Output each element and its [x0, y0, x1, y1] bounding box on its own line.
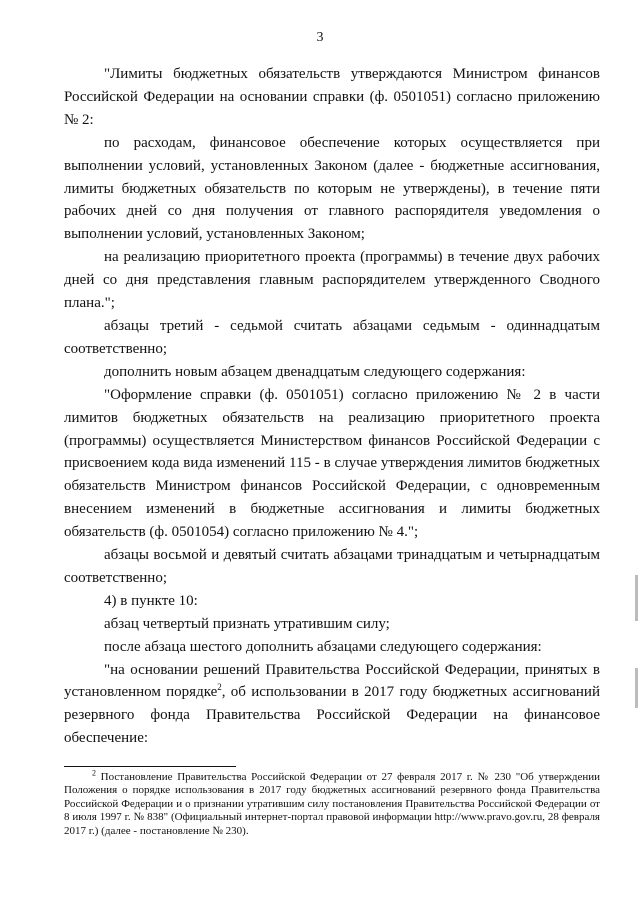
body-paragraph: по расходам, финансовое обеспечение которых осуществляется при выполнении условий, установленных Законом (далее - бюджетные ассигнования, лимиты бюджетных обязательств по которым не утверждены), в течение пяти рабочих дней со дня получения от главного распорядителя уведомления о выполнении условий, установленных Законом;: [64, 134, 600, 243]
body-paragraph: "Лимиты бюджетных обязательств утверждаются Министром финансов Российской Федерации на основании справки (ф. 0501051) согласно приложению № 2:: [64, 66, 600, 128]
body-paragraph: "Оформление справки (ф. 0501051) согласно приложению № 2 в части лимитов бюджетных обязательств на реализацию приоритетного проекта (программы) осуществляется Министерством финансов Российской Федерации с присвоением кода вида изменений 115 - в случае утверждения лимитов бюджетных обязательств Министром финансов Российской Федерации, с одновременным внесением изменений в бюджетные ассигнования и лимиты бюджетных обязательств (ф. 0501054) согласно приложению № 4.";: [64, 386, 600, 541]
scan-edge-mark: [635, 575, 638, 621]
footnote-text: Постановление Правительства Российской Федерации от 27 февраля 2017 г. № 230 "Об утверждении Положения о порядке использования в 2017 году бюджетных ассигнований резервного фонда Правительства Российской Федерации и о признании утратившим силу постановления Правительства Российской Федерации от 8 июля 1997 г. № 838" (Официальный интернет-портал правовой информации http://www.pravo.gov.ru, 28 февраля 2017 г.) (далее - постановление № 230).: [64, 771, 600, 837]
paragraph-text-before-ref: "на основании решений Правительства Российской Федерации, принятых в установленном порядке: [64, 661, 600, 701]
page-number: 3: [316, 30, 324, 45]
footnote-separator: [64, 766, 236, 767]
footnote-marker: 2: [92, 768, 96, 778]
body-paragraph: после абзаца шестого дополнить абзацами следующего содержания:: [104, 638, 542, 655]
body-paragraph: абзацы третий - седьмой считать абзацами седьмым - одиннадцатым соответственно;: [64, 317, 600, 357]
body-paragraph-with-footnote: [64, 659, 600, 751]
footnote-reference: 2: [217, 682, 222, 693]
body-paragraph: на реализацию приоритетного проекта (программы) в течение двух рабочих дней со дня представления главным распорядителем утвержденного Сводного плана.";: [64, 249, 600, 312]
footnote: [64, 768, 600, 838]
body-paragraph: дополнить новым абзацем двенадцатым следующего содержания:: [104, 363, 526, 380]
body-paragraph: абзац четвертый признать утратившим силу;: [104, 615, 390, 632]
body-paragraph: абзацы восьмой и девятый считать абзацами тринадцатым и четырнадцатым соответственно;: [64, 547, 600, 586]
body-paragraph: 4) в пункте 10:: [104, 592, 198, 609]
scan-edge-mark: [635, 668, 638, 708]
paragraph-text-after-ref: , об использовании в 2017 году бюджетных ассигнований резервного фонда Правительства Российской Федерации на финансовое обеспечение:: [64, 684, 600, 747]
document-body: [64, 63, 600, 750]
